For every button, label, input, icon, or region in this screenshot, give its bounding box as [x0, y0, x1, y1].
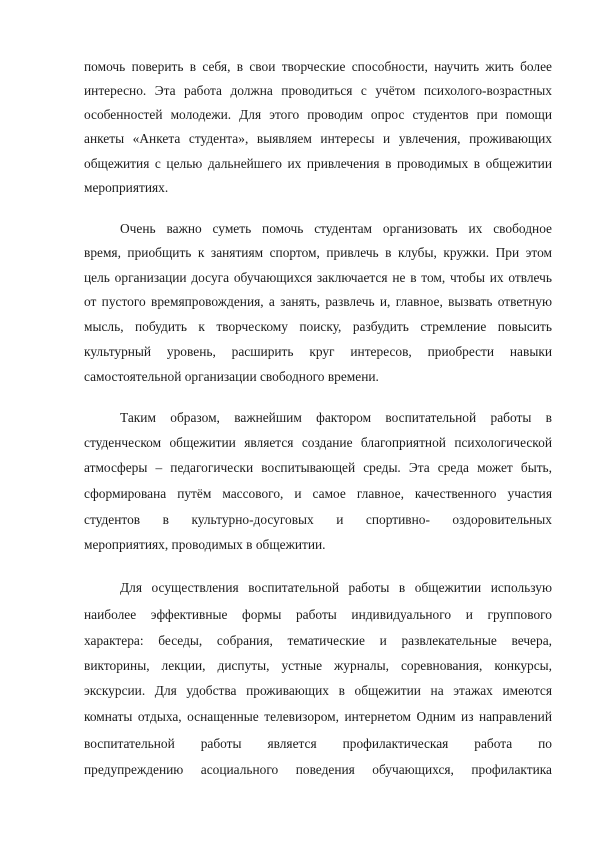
text-line: самостоятельной организации свободного времени. [84, 369, 379, 384]
text-line: мысль, побудить к творческому поиску, разбудить стремление повысить [84, 319, 552, 334]
text-line: комнаты отдыха, оснащенные телевизором, интернетом Одним из направлений [84, 709, 552, 724]
text-line: цель организации досуга обучающихся заключается не в том, чтобы их отвлечь [84, 270, 552, 285]
text-line: наиболее эффективные формы работы индивидуального и группового [84, 607, 552, 622]
text-line: Таким образом, важнейшим фактором воспитательной работы в [120, 410, 552, 425]
text-line: студентов в культурно-досуговых и спортивно- оздоровительных [84, 512, 552, 527]
text-line: Для осуществления воспитательной работы в общежитии использую [120, 580, 552, 595]
text-line: анкеты «Анкета студента», выявляем интересы и увлечения, проживающих [84, 131, 552, 146]
text-line: общежития с целью дальнейшего их привлечения в проводимых в общежитии [84, 156, 552, 171]
text-line: воспитательной работы является профилактическая работа по [84, 736, 552, 751]
text-line: сформирована путём массового, и самое главное, качественного участия [84, 486, 552, 501]
text-line: интересно. Эта работа должна проводиться с учётом психолого-возрастных [84, 83, 552, 98]
text-line: предупреждению асоциального поведения обучающихся, профилактика [84, 762, 552, 777]
text-line: мероприятиях. [84, 180, 169, 195]
text-line: культурный уровень, расширить круг интересов, приобрести навыки [84, 344, 552, 359]
text-line: характера: беседы, собрания, тематические и развлекательные вечера, [84, 633, 552, 648]
text-line: экскурсии. Для удобства проживающих в общежитии на этажах имеются [84, 683, 552, 698]
text-line: викторины, лекции, диспуты, устные журналы, соревнования, конкурсы, [84, 658, 552, 673]
text-line: студенческом общежитии является создание благоприятной психологической [84, 435, 552, 450]
text-line: атмосферы – педагогически воспитывающей среды. Эта среда может быть, [84, 460, 552, 475]
text-line: время, приобщить к занятиям спортом, привлечь в клубы, кружки. При этом [84, 245, 552, 260]
text-line: особенностей молодежи. Для этого проводим опрос студентов при помощи [84, 107, 552, 122]
text-line: помочь поверить в себя, в свои творческие способности, научить жить более [84, 59, 552, 74]
text-line: Очень важно суметь помочь студентам организовать их свободное [120, 221, 552, 236]
text-line: мероприятиях, проводимых в общежитии. [84, 537, 326, 552]
text-line: от пустого времяпровождения, а занять, развлечь и, главное, вызвать ответную [84, 294, 552, 309]
